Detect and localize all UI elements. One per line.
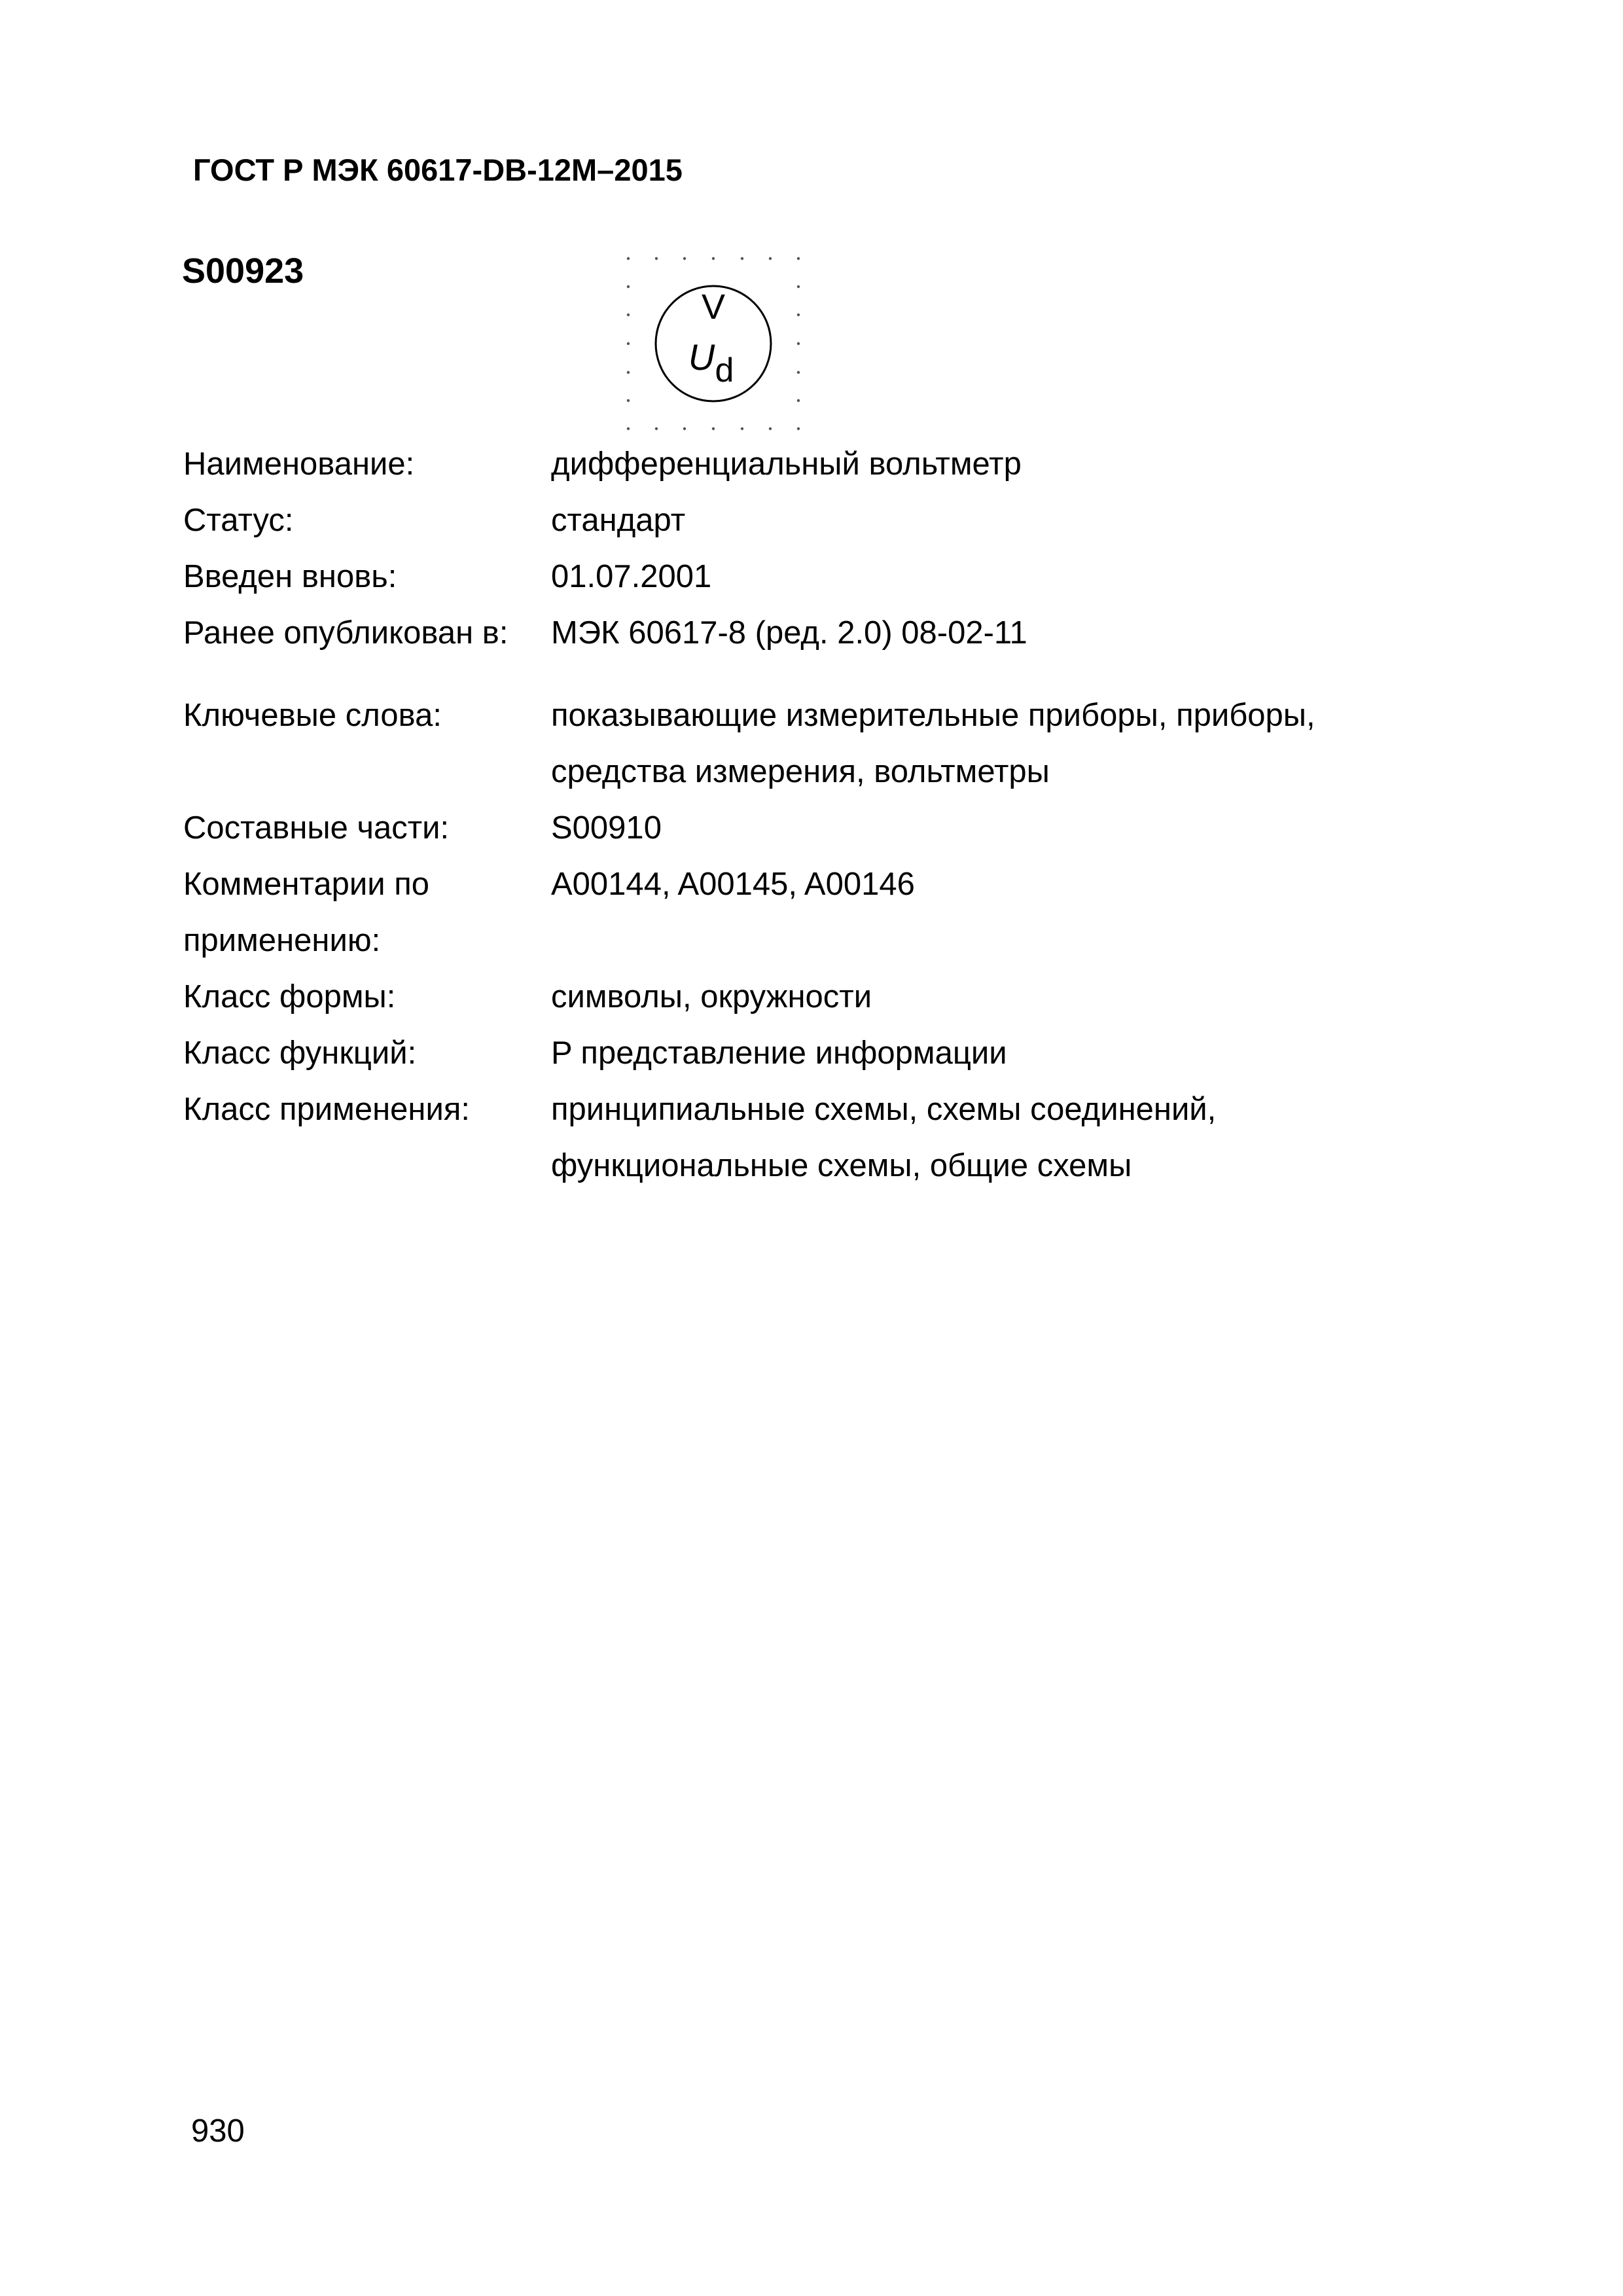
grid-dot bbox=[797, 257, 800, 260]
page-number: 930 bbox=[191, 2113, 245, 2149]
grid-dot bbox=[683, 257, 686, 260]
field-value: A00144, A00145, A00146 bbox=[551, 867, 915, 902]
grid-dot bbox=[655, 257, 658, 260]
grid-dot bbox=[797, 285, 800, 288]
field-value: 01.07.2001 bbox=[551, 559, 712, 594]
field-value: P представление информации bbox=[551, 1035, 1007, 1071]
field-label: Класс формы: bbox=[183, 979, 396, 1014]
field-value: средства измерения, вольтметры bbox=[551, 754, 1050, 789]
grid-dot bbox=[627, 285, 630, 288]
grid-dot bbox=[797, 427, 800, 430]
field-label: Класс функций: bbox=[183, 1035, 417, 1071]
grid-dot bbox=[627, 371, 630, 374]
standard-title: ГОСТ Р МЭК 60617-DB-12M–2015 bbox=[193, 152, 683, 187]
field-label: Введен вновь: bbox=[183, 559, 397, 594]
field-value: символы, окружности bbox=[551, 979, 872, 1014]
grid-dot bbox=[655, 427, 658, 430]
grid-dot bbox=[627, 399, 630, 402]
grid-dot bbox=[769, 427, 772, 430]
grid-dot bbox=[627, 314, 630, 316]
grid-dot bbox=[741, 427, 743, 430]
field-label: Ранее опубликован в: bbox=[183, 615, 508, 651]
grid-dot bbox=[741, 257, 743, 260]
symbol-code: S00923 bbox=[182, 251, 304, 291]
symbol-letter-v: V bbox=[701, 287, 726, 327]
symbol-letter-d: d bbox=[715, 351, 734, 389]
field-label: Наименование: bbox=[183, 446, 415, 482]
grid-dot bbox=[797, 371, 800, 374]
grid-dot bbox=[627, 257, 630, 260]
grid-dot bbox=[769, 257, 772, 260]
symbol-letter-u: U bbox=[688, 336, 715, 378]
field-value: дифференциальный вольтметр bbox=[551, 446, 1022, 482]
field-label: Статус: bbox=[183, 503, 294, 538]
grid-dot bbox=[797, 342, 800, 345]
grid-dot bbox=[627, 342, 630, 345]
field-label: Составные части: bbox=[183, 810, 450, 846]
field-label: применению: bbox=[183, 923, 381, 958]
field-value: S00910 bbox=[551, 810, 662, 846]
field-value: МЭК 60617-8 (ред. 2.0) 08-02-11 bbox=[551, 615, 1027, 651]
grid-dot bbox=[797, 399, 800, 402]
field-value: функциональные схемы, общие схемы bbox=[551, 1148, 1132, 1183]
field-value: показывающие измерительные приборы, приборы, bbox=[551, 698, 1315, 733]
grid-dot bbox=[712, 427, 715, 430]
differential-voltmeter-symbol bbox=[615, 245, 812, 442]
field-label: Комментарии по bbox=[183, 867, 430, 902]
grid-dot bbox=[797, 314, 800, 316]
field-value: принципиальные схемы, схемы соединений, bbox=[551, 1092, 1217, 1127]
field-label: Класс применения: bbox=[183, 1092, 470, 1127]
field-label: Ключевые слова: bbox=[183, 698, 442, 733]
grid-dot bbox=[712, 257, 715, 260]
grid-dot bbox=[627, 427, 630, 430]
grid-dot bbox=[683, 427, 686, 430]
field-value: стандарт bbox=[551, 503, 686, 538]
